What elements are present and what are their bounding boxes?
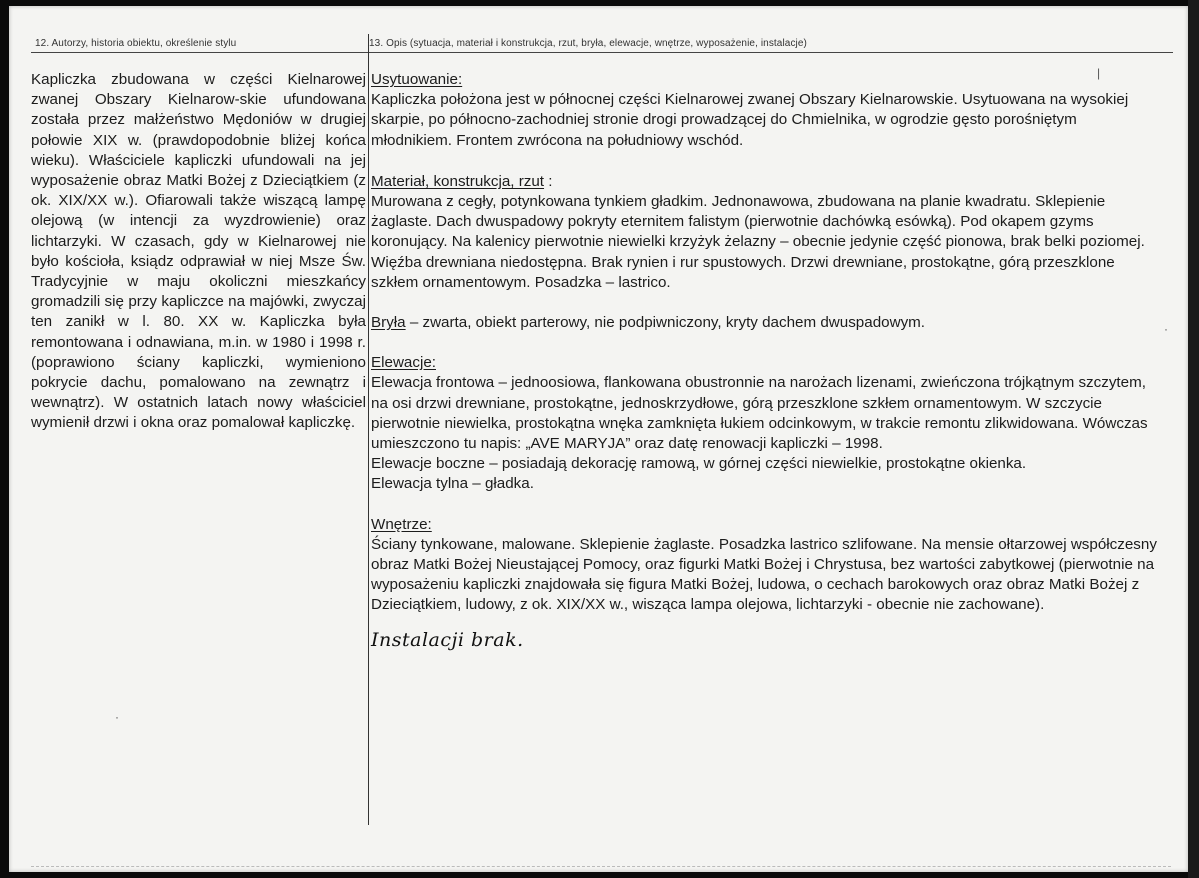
section-bryla (371, 313, 1161, 333)
text-elewacja-frontowa: Elewacja frontowa – jednoosiowa, flankowana obustronnie na narożach lizenami, zwieńczona trójkątnym szczytem, na osi drzwi drewniane, prostokątne, jednoskrzydłowe, górą przeszklone szkłem ornamentowym. W szczycie pierwotnie niewielka, prostokątna wnęka zamknięta łukiem odcinkowym, w trakcie remontu zlikwidowana. Wówczas umieszczono tu napis: „AVE MARYJA” oraz datę renowacji kapliczki – 1998. (371, 374, 1148, 453)
text-material: Murowana z cegły, potynkowana tynkiem gładkim. Jednonawowa, zbudowana na planie kwadratu. Sklepienie żaglaste. Dach dwuspadowy pokryty eternitem falistym (pierwotnie dachówką esówką). Pod okapem gzyms koronujący. Na kalenicy pierwotnie niewielki krzyżyk żelazny – obecnie jedynie część pionowa, brak belki poziomej. Więźba drewniana niedostępna. Brak rynien i rur spustowych. Drzwi drewniane, prostokątne, górą przeszklone szkłem ornamentowym. Posadzka – lastrico. (371, 193, 1145, 291)
section-material (371, 172, 1161, 293)
heading-usytuowanie: Usytuowanie: (371, 71, 463, 88)
header-right-label: 13. Opis (sytuacja, materiał i konstrukcja, rzut, bryła, elewacje, wnętrze, wyposażenie, instalacje) (369, 38, 807, 49)
header-left-label: 12. Autorzy, historia obiektu, określenie stylu (35, 38, 237, 49)
scan-speck: | (1097, 66, 1101, 80)
history-text: Kapliczka zbudowana w części Kielnarowej zwanej Obszary Kielnarow-skie ufundowana została przez małżeństwo Mędoniów w drugiej połowie XIX w. (prawdopodobnie bliżej końca wieku). Właściciele kapliczki ufundowali na jej wyposażenie obraz Matki Bożej z Dzieciątkiem (z ok. XIX/XX w.). Ofiarowali także wiszącą lampę olejową (w intencji za wyzdrowienie) oraz lichtarzyki. W czasach, gdy w Kielnarowej nie było kościoła, ksiądz odprawiał w niej Msze Św. Tradycyjnie w maju okoliczni mieszkańcy gromadzili się przy kapliczce na majówki, zwyczaj ten zanikł w l. 80. XX w. Kapliczka była remontowana i odnawiana, m.in. w 1980 i 1998 r. (poprawiono ściany kapliczki, wymieniono pokrycie dachu, pomalowano na zewnątrz i wewnątrz). W ostatnich latach nowy właściciel wymienił drzwi i okna oraz pomalował kapliczkę. (31, 71, 366, 432)
text-wnetrze: Ściany tynkowane, malowane. Sklepienie żaglaste. Posadzka lastrico szlifowane. Na mensie ołtarzowej współczesny obraz Matki Bożej Nieustającej Pomocy, oraz figurki Matki Bożej i Chrystusa, bez wartości zabytkowej (pierwotnie na wyposażeniu kapliczki znajdowała się figura Matki Bożej, ludowa, o cechach barokowych oraz obraz Matki Bożej z Dzieciątkiem, ludowy, z ok. XIX/XX w., wisząca lampa olejowa, lichtarzyki - obecnie nie zachowane). (371, 535, 1157, 614)
text-usytuowanie: Kapliczka położona jest w północnej części Kielnarowej zwanej Obszary Kielnarowskie. Usytuowana na wysokiej skarpie, po północno-zachodniej stronie drogi prowadzącej do Chmielnika, w ogrodzie gęsto porośniętym młodnikiem. Frontem zwrócona na południowy wschód. (371, 91, 1129, 149)
heading-bryla: Bryła (371, 314, 406, 332)
heading-wnetrze: Wnętrze: (371, 515, 432, 533)
text-elewacje-boczne: Elewacje boczne – posiadają dekorację ramową, w górnej części niewielkie, prostokątne okienka. (371, 455, 1027, 473)
handwritten-instalacje: Instalacji brak. (371, 628, 524, 651)
scan-speck: · (115, 710, 119, 724)
header-underline-left (31, 52, 367, 53)
header-row (9, 34, 1188, 54)
document-page (9, 6, 1188, 872)
column-divider (368, 34, 369, 825)
text-elewacja-tylna: Elewacja tylna – gładka. (371, 475, 534, 493)
heading-material: Materiał, konstrukcja, rzut (371, 172, 545, 190)
header-underline-right (367, 52, 1173, 53)
heading-material-suffix: : (544, 172, 553, 190)
text-bryla: – zwarta, obiekt parterowy, nie podpiwniczony, kryty dachem dwuspadowym. (405, 314, 926, 332)
section-elewacje (371, 353, 1161, 494)
section-usytuowanie (371, 70, 1161, 151)
heading-elewacje: Elewacje: (371, 354, 436, 372)
bottom-border (31, 866, 1171, 867)
scan-border (1188, 0, 1199, 878)
section-wnetrze (371, 515, 1161, 616)
description-column (371, 70, 1161, 650)
scan-speck: · (1164, 322, 1168, 336)
